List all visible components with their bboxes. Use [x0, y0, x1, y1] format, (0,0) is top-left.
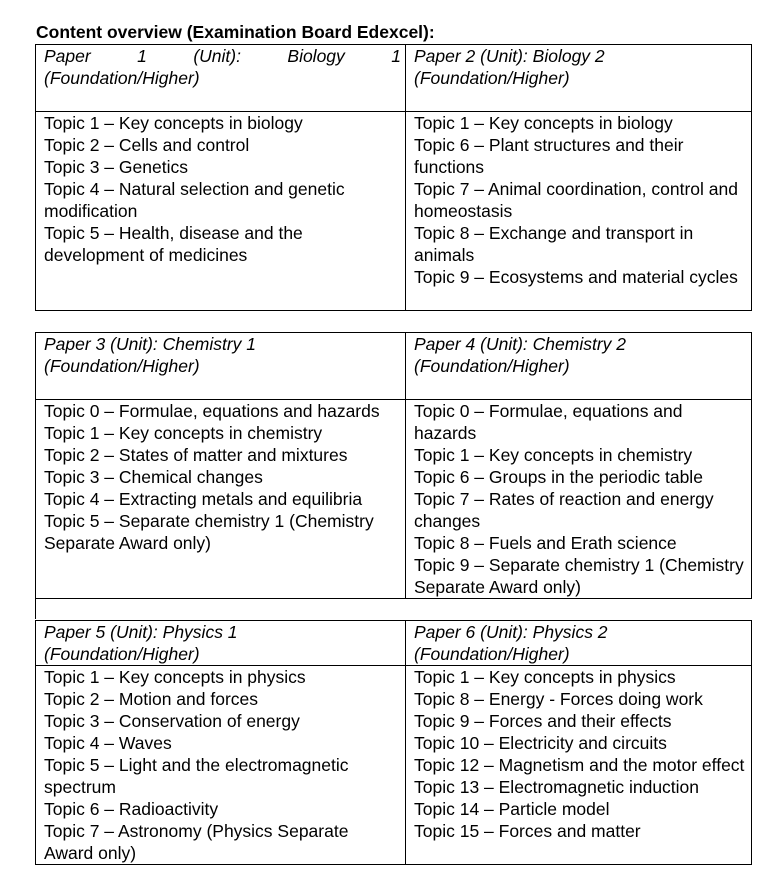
- topic-item: Topic 13 – Electromagnetic induction: [414, 777, 700, 797]
- table-gap-divider: [35, 597, 36, 619]
- paper-1-title-word: 1: [391, 46, 401, 66]
- paper-5-tier: (Foundation/Higher): [44, 644, 200, 664]
- topic-item: Topic 7 – Astronomy (Physics Separate Award only): [44, 821, 349, 863]
- topic-item: Topic 10 – Electricity and circuits: [414, 733, 667, 753]
- topic-item: Topic 15 – Forces and matter: [414, 821, 641, 841]
- paper-1-header: [36, 45, 406, 112]
- paper-1-tier: (Foundation/Higher): [44, 68, 200, 88]
- page-heading: Content overview (Examination Board Edexcel):: [36, 22, 435, 42]
- paper-1-topics: [36, 112, 406, 311]
- paper-2-header: [406, 45, 752, 112]
- topic-item: Topic 3 – Conservation of energy: [44, 711, 300, 731]
- paper-4-header: [406, 333, 752, 400]
- paper-4-title: Paper 4 (Unit): Chemistry 2: [414, 334, 627, 354]
- topic-item: Topic 6 – Groups in the periodic table: [414, 467, 703, 487]
- topic-item: Topic 1 – Key concepts in biology: [44, 113, 303, 133]
- paper-3-tier: (Foundation/Higher): [44, 356, 200, 376]
- topic-item: Topic 2 – Cells and control: [44, 135, 250, 155]
- topic-item: Topic 0 – Formulae, equations and hazards: [44, 401, 380, 421]
- topic-item: Topic 6 – Radioactivity: [44, 799, 219, 819]
- physics-papers-table: [35, 620, 752, 865]
- biology-papers-table: [35, 44, 752, 311]
- paper-4-topics: [406, 400, 752, 599]
- topic-item: Topic 5 – Light and the electromagnetic spectrum: [44, 755, 349, 797]
- topic-item: Topic 1 – Key concepts in physics: [44, 667, 306, 687]
- topic-item: Topic 7 – Animal coordination, control and homeostasis: [414, 179, 738, 221]
- paper-1-title-word: Paper: [44, 46, 91, 66]
- topic-item: Topic 0 – Formulae, equations and hazards: [414, 401, 683, 443]
- paper-1-title-word: 1: [137, 46, 147, 66]
- topic-item: Topic 2 – Motion and forces: [44, 689, 259, 709]
- topic-item: Topic 8 – Exchange and transport in animals: [414, 223, 694, 265]
- topic-item: Topic 4 – Waves: [44, 733, 172, 753]
- topic-item: Topic 9 – Ecosystems and material cycles: [414, 267, 738, 287]
- topic-item: Topic 4 – Extracting metals and equilibria: [44, 489, 363, 509]
- paper-1-title: [44, 45, 401, 67]
- topic-item: Topic 8 – Fuels and Erath science: [414, 533, 677, 553]
- topic-item: Topic 1 – Key concepts in chemistry: [44, 423, 323, 443]
- topic-item: Topic 9 – Forces and their effects: [414, 711, 672, 731]
- paper-6-title: Paper 6 (Unit): Physics 2: [414, 622, 608, 642]
- topic-item: Topic 5 – Health, disease and the development of medicines: [44, 223, 303, 265]
- paper-2-tier: (Foundation/Higher): [414, 68, 570, 88]
- topic-item: Topic 3 – Chemical changes: [44, 467, 263, 487]
- paper-6-topics: [406, 666, 752, 865]
- topic-item: Topic 8 – Energy - Forces doing work: [414, 689, 703, 709]
- topic-item: Topic 9 – Separate chemistry 1 (Chemistry Separate Award only): [414, 555, 744, 597]
- paper-4-tier: (Foundation/Higher): [414, 356, 570, 376]
- paper-3-header: [36, 333, 406, 400]
- topic-item: Topic 14 – Particle model: [414, 799, 610, 819]
- paper-5-header: [36, 621, 406, 666]
- chemistry-papers-table: [35, 332, 752, 599]
- paper-6-tier: (Foundation/Higher): [414, 644, 570, 664]
- topic-item: Topic 1 – Key concepts in biology: [414, 113, 673, 133]
- paper-1-title-word: (Unit):: [193, 46, 241, 66]
- paper-2-topics: [406, 112, 752, 311]
- paper-6-header: [406, 621, 752, 666]
- paper-3-title: Paper 3 (Unit): Chemistry 1: [44, 334, 257, 354]
- topic-item: Topic 3 – Genetics: [44, 157, 188, 177]
- topic-item: Topic 6 – Plant structures and their functions: [414, 135, 684, 177]
- paper-1-title-word: Biology: [287, 46, 345, 66]
- paper-3-topics: [36, 400, 406, 599]
- paper-2-title: Paper 2 (Unit): Biology 2: [414, 46, 605, 66]
- topic-item: Topic 2 – States of matter and mixtures: [44, 445, 348, 465]
- topic-item: Topic 4 – Natural selection and genetic modification: [44, 179, 345, 221]
- paper-5-title: Paper 5 (Unit): Physics 1: [44, 622, 238, 642]
- topic-item: Topic 1 – Key concepts in chemistry: [414, 445, 693, 465]
- topic-item: Topic 7 – Rates of reaction and energy changes: [414, 489, 714, 531]
- topic-item: Topic 1 – Key concepts in physics: [414, 667, 676, 687]
- paper-5-topics: [36, 666, 406, 865]
- topic-item: Topic 5 – Separate chemistry 1 (Chemistry Separate Award only): [44, 511, 374, 553]
- topic-item: Topic 12 – Magnetism and the motor effect: [414, 755, 745, 775]
